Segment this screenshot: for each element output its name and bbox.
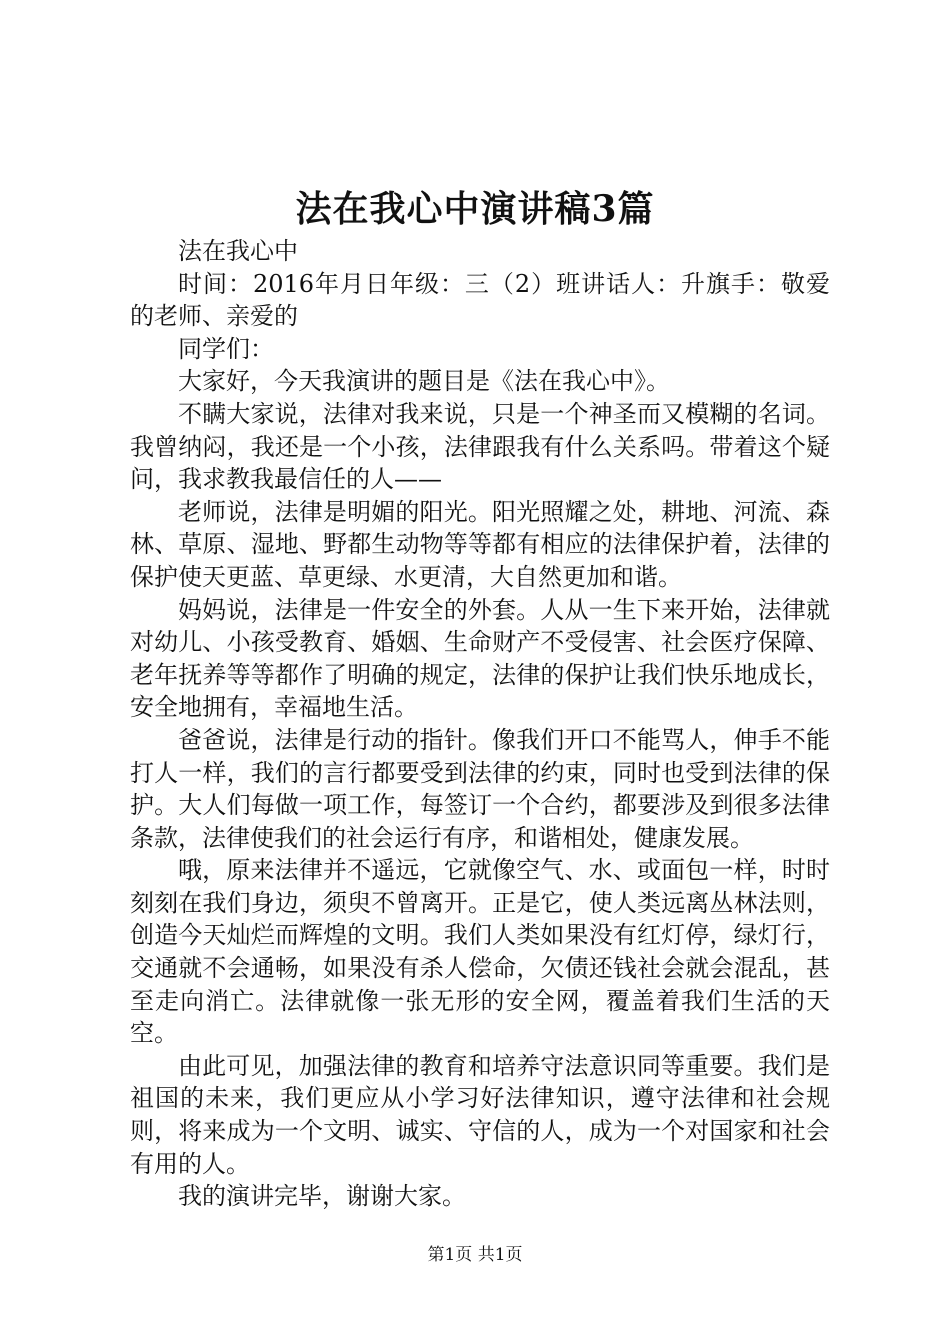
paragraph-meta: 时间：2016年月日年级：三（2）班讲话人：升旗手：敬爱的老师、亲爱的 — [130, 269, 830, 331]
page-footer: 第1页 共1页 — [427, 1245, 523, 1265]
paragraph-heading: 法在我心中 — [178, 237, 298, 265]
document-title: 法在我心中演讲稿3篇 — [295, 188, 655, 230]
paragraph-conclusion: 由此可见，加强法律的教育和培养守法意识同等重要。我们是祖国的未来，我们更应从小学习好法律知识，遵守法律和社会规则，将来成为一个文明、诚实、守信的人，成为一个对国家和社会有用的人。 — [130, 1051, 830, 1178]
paragraph-intro: 大家好，今天我演讲的题目是《法在我心中》。 — [178, 367, 670, 396]
paragraph-question: 不瞒大家说，法律对我来说，只是一个神圣而又模糊的名词。我曾纳闷，我还是一个小孩，法律跟我有什么关系吗。带着这个疑问，我求教我最信任的人—— — [130, 399, 830, 494]
paragraph-teacher: 老师说，法律是明媚的阳光。阳光照耀之处，耕地、河流、森林、草原、湿地、野都生动物等等都有相应的法律保护着，法律的保护使天更蓝、草更绿、水更清，大自然更加和谐。 — [130, 497, 830, 591]
paragraph-realization: 哦，原来法律并不遥远，它就像空气、水、或面包一样，时时刻刻在我们身边，须臾不曾离开。正是它，使人类远离丛林法则，创造今天灿烂而辉煌的文明。我们人类如果没有红灯停，绿灯行，交通就不会通畅，如果没有杀人偿命，欠债还钱社会就会混乱，甚至走向消亡。法律就像一张无形的安全网，覆盖着我们生活的天空。 — [130, 856, 830, 1048]
paragraph-closing: 我的演讲完毕，谢谢大家。 — [178, 1182, 466, 1211]
paragraph-father: 爸爸说，法律是行动的指针。像我们开口不能骂人，伸手不能打人一样，我们的言行都要受到法律的约束，同时也受到法律的保护。大人们每做一项工作，每签订一个合约，都要涉及到很多法律条款，法律使我们的社会运行有序，和谐相处，健康发展。 — [130, 725, 830, 852]
document-body — [130, 235, 830, 1213]
paragraph-greeting: 同学们： — [178, 334, 274, 363]
paragraph-mother: 妈妈说，法律是一件安全的外套。人从一生下来开始，法律就对幼儿、小孩受教育、婚姻、生命财产不受侵害、社会医疗保障、老年抚养等等都作了明确的规定，法律的保护让我们快乐地成长，安全地拥有，幸福地生活。 — [130, 595, 830, 722]
